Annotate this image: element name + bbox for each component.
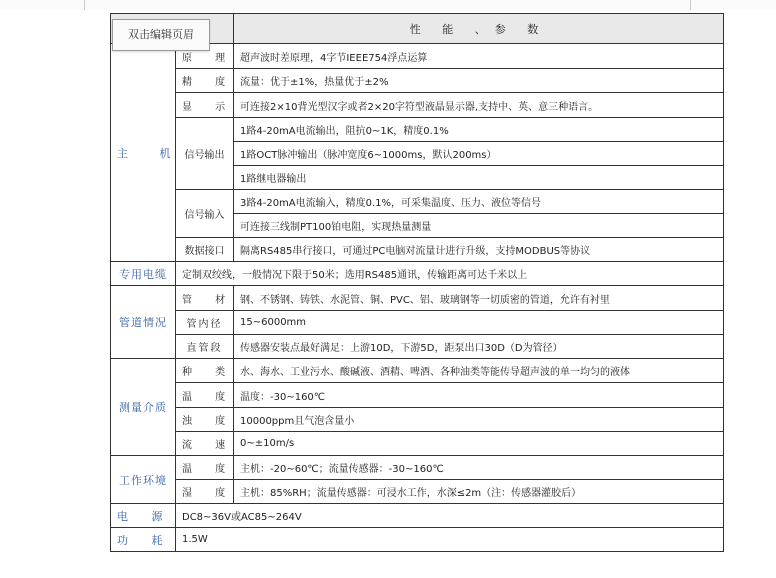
row-label-pipe-straight: 直管段 <box>176 335 234 359</box>
table-row <box>111 383 724 408</box>
row-label-principle: 原 理 <box>176 44 234 69</box>
row-label-pipe-material: 管 材 <box>176 286 234 311</box>
category-host: 主 机 <box>111 44 176 262</box>
table-row <box>111 238 724 262</box>
row-value-pipe-straight: 传感器安装点最好满足：上游10D，下游5D，距泵出口30D（D为管径） <box>234 335 724 359</box>
row-value-pipe-diameter: 15~6000mm <box>234 311 724 335</box>
row-label-medium-turbidity: 浊 度 <box>176 408 234 432</box>
row-value-signal-input-1: 3路4-20mA电流输入，精度0.1%，可采集温度、压力、液位等信号 <box>234 190 724 214</box>
row-value-medium-velocity: 0~±10m/s <box>234 432 724 456</box>
row-label-display: 显 示 <box>176 93 234 118</box>
row-value-signal-output-2: 1路OCT脉冲输出（脉冲宽度6~1000ms，默认200ms） <box>234 142 724 166</box>
row-label-medium-temperature: 温 度 <box>176 383 234 408</box>
row-value-medium-temperature: 温度：-30~160℃ <box>234 383 724 408</box>
table-row <box>111 69 724 93</box>
row-value-power: DC8~36V或AC85~264V <box>176 504 724 528</box>
table-row <box>111 456 724 480</box>
category-medium: 测量介质 <box>111 359 176 456</box>
category-environment: 工作环境 <box>111 456 176 504</box>
category-consumption: 功 耗 <box>111 528 176 552</box>
table-row <box>111 432 724 456</box>
row-label-pipe-diameter: 管内径 <box>176 311 234 335</box>
page-top-edge <box>0 0 776 10</box>
row-value-consumption: 1.5W <box>176 528 724 552</box>
row-value-medium-turbidity: 10000ppm且气泡含量小 <box>234 408 724 432</box>
row-value-display: 可连接2×10背光型汉字或者2×20字符型液晶显示器,支持中、英、意三种语言。 <box>234 93 724 118</box>
row-label-env-humidity: 湿 度 <box>176 480 234 504</box>
row-value-env-temperature: 主机：-20~60℃；流量传感器：-30~160℃ <box>234 456 724 480</box>
margin-mark-right <box>690 0 691 10</box>
table-row <box>111 286 724 311</box>
row-label-accuracy: 精 度 <box>176 69 234 93</box>
row-label-data-interface: 数据接口 <box>176 238 234 262</box>
row-value-accuracy: 流量：优于±1%，热量优于±2% <box>234 69 724 93</box>
table-row <box>111 359 724 383</box>
table-row <box>111 335 724 359</box>
table-row <box>111 190 724 214</box>
row-value-pipe-material: 钢、不锈钢、铸铁、水泥管、铜、PVC、铝、玻璃钢等一切质密的管道，允许有衬里 <box>234 286 724 311</box>
table-row <box>111 480 724 504</box>
margin-mark-left <box>84 0 85 10</box>
spec-table <box>110 13 724 552</box>
row-label-env-temperature: 温 度 <box>176 456 234 480</box>
row-value-principle: 超声波时差原理，4字节IEEE754浮点运算 <box>234 44 724 69</box>
row-label-medium-type: 种 类 <box>176 359 234 383</box>
row-value-env-humidity: 主机：85%RH；流量传感器：可浸水工作，水深≤2m（注：传感器灌胶后） <box>234 480 724 504</box>
table-row <box>111 118 724 142</box>
row-label-medium-velocity: 流 速 <box>176 432 234 456</box>
row-label-signal-input: 信号输入 <box>176 190 234 238</box>
table-row <box>111 528 724 552</box>
table-title: 性 能 、参 数 <box>234 14 724 44</box>
row-value-signal-output-3: 1路继电器输出 <box>234 166 724 190</box>
row-value-cable: 定制双绞线，一般情况下限于50米；选用RS485通讯，传输距离可达千米以上 <box>176 262 724 286</box>
table-row <box>111 93 724 118</box>
category-pipe: 管道情况 <box>111 286 176 359</box>
category-cable: 专用电缆 <box>111 262 176 286</box>
table-row <box>111 504 724 528</box>
row-value-data-interface: 隔离RS485串行接口，可通过PC电脑对流量计进行升级，支持MODBUS等协议 <box>234 238 724 262</box>
row-value-signal-input-2: 可连接三线制PT100铂电阻，实现热量测量 <box>234 214 724 238</box>
row-value-medium-type: 水、海水、工业污水、酸碱液、酒精、啤酒、各种油类等能传导超声波的单一均匀的液体 <box>234 359 724 383</box>
table-row <box>111 408 724 432</box>
table-row <box>111 311 724 335</box>
category-power: 电 源 <box>111 504 176 528</box>
row-label-signal-output: 信号输出 <box>176 118 234 190</box>
edit-header-label[interactable]: 双击编辑页眉 <box>112 19 210 51</box>
row-value-signal-output-1: 1路4-20mA电流输出，阻抗0~1K，精度0.1% <box>234 118 724 142</box>
table-row <box>111 262 724 286</box>
